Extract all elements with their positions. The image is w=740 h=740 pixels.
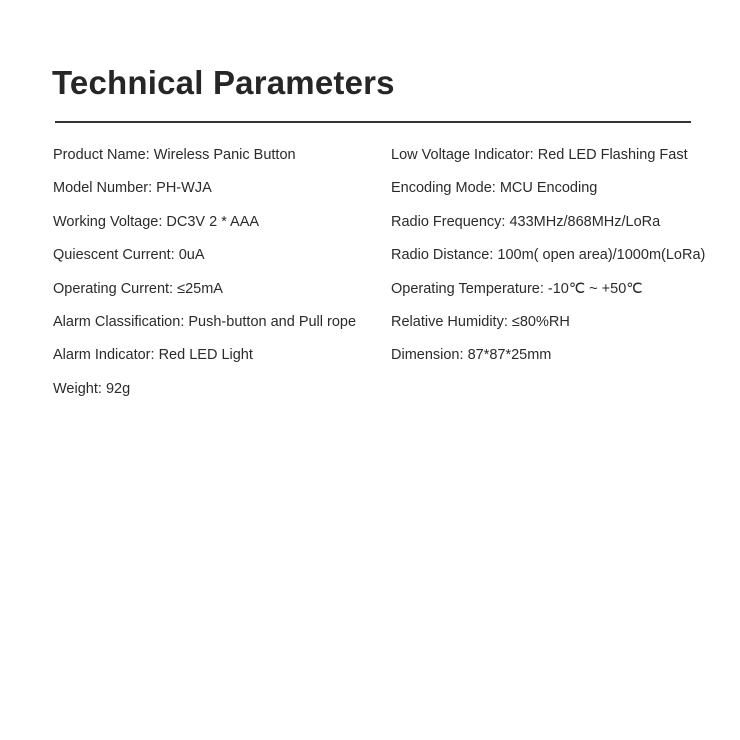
spec-alarm-indicator [53,345,388,378]
spec-label: Low Voltage Indicator: [391,147,538,163]
spec-working-voltage [53,212,388,245]
spec-operating-current [53,279,388,312]
spec-operating-temperature [391,279,736,312]
spec-label: Model Number: [53,180,157,197]
spec-label: Alarm Classification: [53,313,189,330]
spec-label: Radio Distance: [391,247,498,264]
spec-list-left [53,145,388,412]
spec-radio-frequency [391,212,736,245]
spec-value: MCU Encoding [499,180,598,197]
spec-encoding-mode [391,178,736,211]
spec-radio-distance [391,245,736,278]
spec-value: ≤25mA [177,280,223,297]
spec-value: ≤80%RH [511,313,570,330]
spec-value: Push-button and Pull rope [188,313,357,330]
spec-value: 100m( open area)/1000m(LoRa) [497,247,706,264]
spec-dimension [391,345,736,378]
spec-value: -10℃ ~ +50℃ [547,280,643,297]
title-divider [55,121,691,123]
spec-label: Product Name: [53,147,154,163]
spec-product-name [53,145,388,178]
spec-list-right [391,145,736,379]
spec-value: DC3V 2 * AAA [166,213,260,230]
spec-label: Quiescent Current: [53,247,179,264]
spec-value: Wireless Panic Button [153,147,296,163]
spec-label: Weight: [53,380,106,397]
spec-label: Operating Temperature: [391,280,548,297]
spec-value: PH-WJA [156,180,212,197]
spec-label: Relative Humidity: [391,313,512,330]
spec-value: Red LED Flashing Fast [537,147,688,163]
spec-value: Red LED Light [158,347,253,364]
spec-value: 0uA [178,247,205,264]
spec-alarm-classification [53,312,388,345]
spec-quiescent-current [53,245,388,278]
spec-label: Working Voltage: [53,213,167,230]
spec-value: 87*87*25mm [467,347,552,364]
spec-low-voltage-indicator [391,145,736,178]
spec-weight [53,379,388,412]
spec-model-number [53,178,388,211]
spec-value: 433MHz/868MHz/LoRa [509,213,661,230]
spec-label: Dimension: [391,347,468,364]
page-title: Technical Parameters [52,64,395,101]
spec-label: Encoding Mode: [391,180,500,197]
spec-value: 92g [105,380,131,397]
spec-label: Operating Current: [53,280,178,297]
spec-label: Alarm Indicator: [53,347,159,364]
spec-relative-humidity [391,312,736,345]
spec-label: Radio Frequency: [391,213,510,230]
